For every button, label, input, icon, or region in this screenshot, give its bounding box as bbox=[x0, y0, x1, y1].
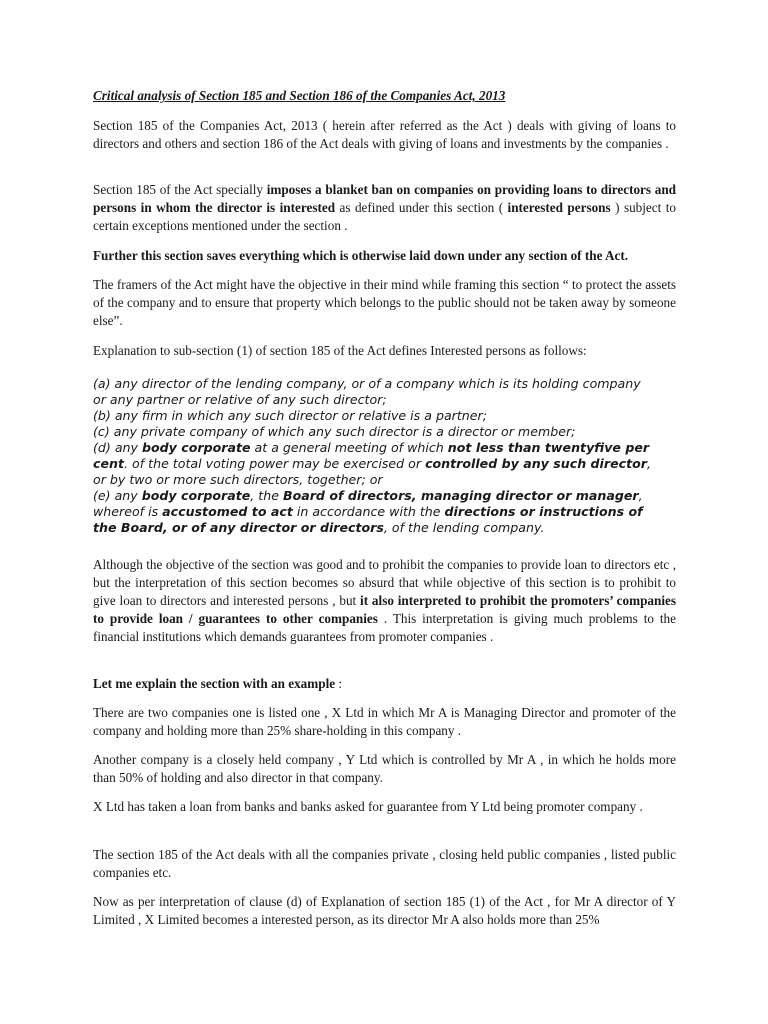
interested-persons-list bbox=[93, 376, 676, 536]
paragraph-framers: The framers of the Act might have the objective in their mind while framing this section “ to protect the assets of the company and to ensure that property which belongs to the public should not be taken away by someone else”. bbox=[93, 277, 676, 328]
paragraph-example-heading bbox=[93, 675, 676, 693]
list-line-d2: cent. of the total voting power may be exercised or controlled by any such director, bbox=[93, 456, 651, 471]
example-heading-colon: : bbox=[335, 676, 343, 691]
paragraph-y-ltd: Another company is a closely held company , Y Ltd which is controlled by Mr A , in which he holds more than 50% of holding and also director in that company. bbox=[93, 752, 676, 785]
document-title: Critical analysis of Section 185 and Section 186 of the Companies Act, 2013 bbox=[93, 88, 506, 103]
paragraph-saves-everything: Further this section saves everything which is otherwise laid down under any section of the Act. bbox=[93, 248, 629, 263]
blanket-ban-bold: imposes a blanket ban on companies on providing loans to directors and persons in whom the director is interested bbox=[93, 182, 676, 215]
list-line-e1: (e) any body corporate, the Board of directors, managing director or manager, bbox=[93, 488, 643, 503]
list-line-a2: or any partner or relative of any such director; bbox=[93, 392, 387, 407]
paragraph-blanket-ban bbox=[93, 181, 676, 235]
paragraph-explanation: Explanation to sub-section (1) of section 185 of the Act defines Interested persons as follows: bbox=[93, 343, 587, 358]
paragraph-intro: Section 185 of the Companies Act, 2013 ( herein after referred as the Act ) deals with giving of loans to directors and others and section 186 of the Act deals with giving of loans and investments by the companies . bbox=[93, 118, 676, 151]
example-heading-bold: Let me explain the section with an example bbox=[93, 676, 336, 691]
list-line-b: (b) any firm in which any such director or relative is a partner; bbox=[93, 408, 487, 423]
paragraph-loan-guarantee: X Ltd has taken a loan from banks and banks asked for guarantee from Y Ltd being promoter company . bbox=[93, 799, 643, 814]
paragraph-x-ltd: There are two companies one is listed one , X Ltd in which Mr A is Managing Director and promoter of the company and holding more than 25% share-holding in this company . bbox=[93, 705, 676, 738]
paragraph-interpretation: Now as per interpretation of clause (d) of Explanation of section 185 (1) of the Act , for Mr A director of Y Limited , X Limited becomes a interested person, as its director Mr A also holds more than 25% bbox=[93, 894, 676, 927]
blanket-ban-text-c: as defined under this section ( bbox=[335, 200, 508, 215]
objective-text-a: Although the objective of the section was good and to prohibit the companies to provide loan to directors etc , but the interpretation of this section becomes so absurd that while objective of this section is to prohibit to give loan to directors and interested persons , but bbox=[93, 557, 676, 608]
interested-persons-bold: interested persons bbox=[507, 200, 611, 215]
list-line-d3: or by two or more such directors, together; or bbox=[93, 472, 383, 487]
blanket-ban-text-e: ) subject to certain exceptions mentioned under the section . bbox=[93, 200, 676, 233]
list-line-e3: the Board, or of any director or directors, of the lending company. bbox=[93, 520, 545, 535]
list-line-d1: (d) any body corporate at a general meeting of which not less than twentyfive per bbox=[93, 440, 650, 455]
blanket-ban-text-a: Section 185 of the Act specially bbox=[93, 182, 267, 197]
objective-text-c: . This interpretation is giving much problems to the financial institutions which demands guarantees from promoter companies . bbox=[93, 611, 676, 644]
list-line-e2: whereof is accustomed to act in accordance with the directions or instructions of bbox=[93, 504, 643, 519]
list-line-c: (c) any private company of which any such director is a director or member; bbox=[93, 424, 576, 439]
paragraph-objective bbox=[93, 556, 676, 646]
paragraph-section-scope: The section 185 of the Act deals with all the companies private , closing held public companies , listed public companies etc. bbox=[93, 847, 676, 880]
objective-bold: it also interpreted to prohibit the promoters’ companies to provide loan / guarantees to other companies bbox=[93, 593, 676, 626]
list-line-a1: (a) any director of the lending company, or of a company which is its holding company bbox=[93, 376, 641, 391]
